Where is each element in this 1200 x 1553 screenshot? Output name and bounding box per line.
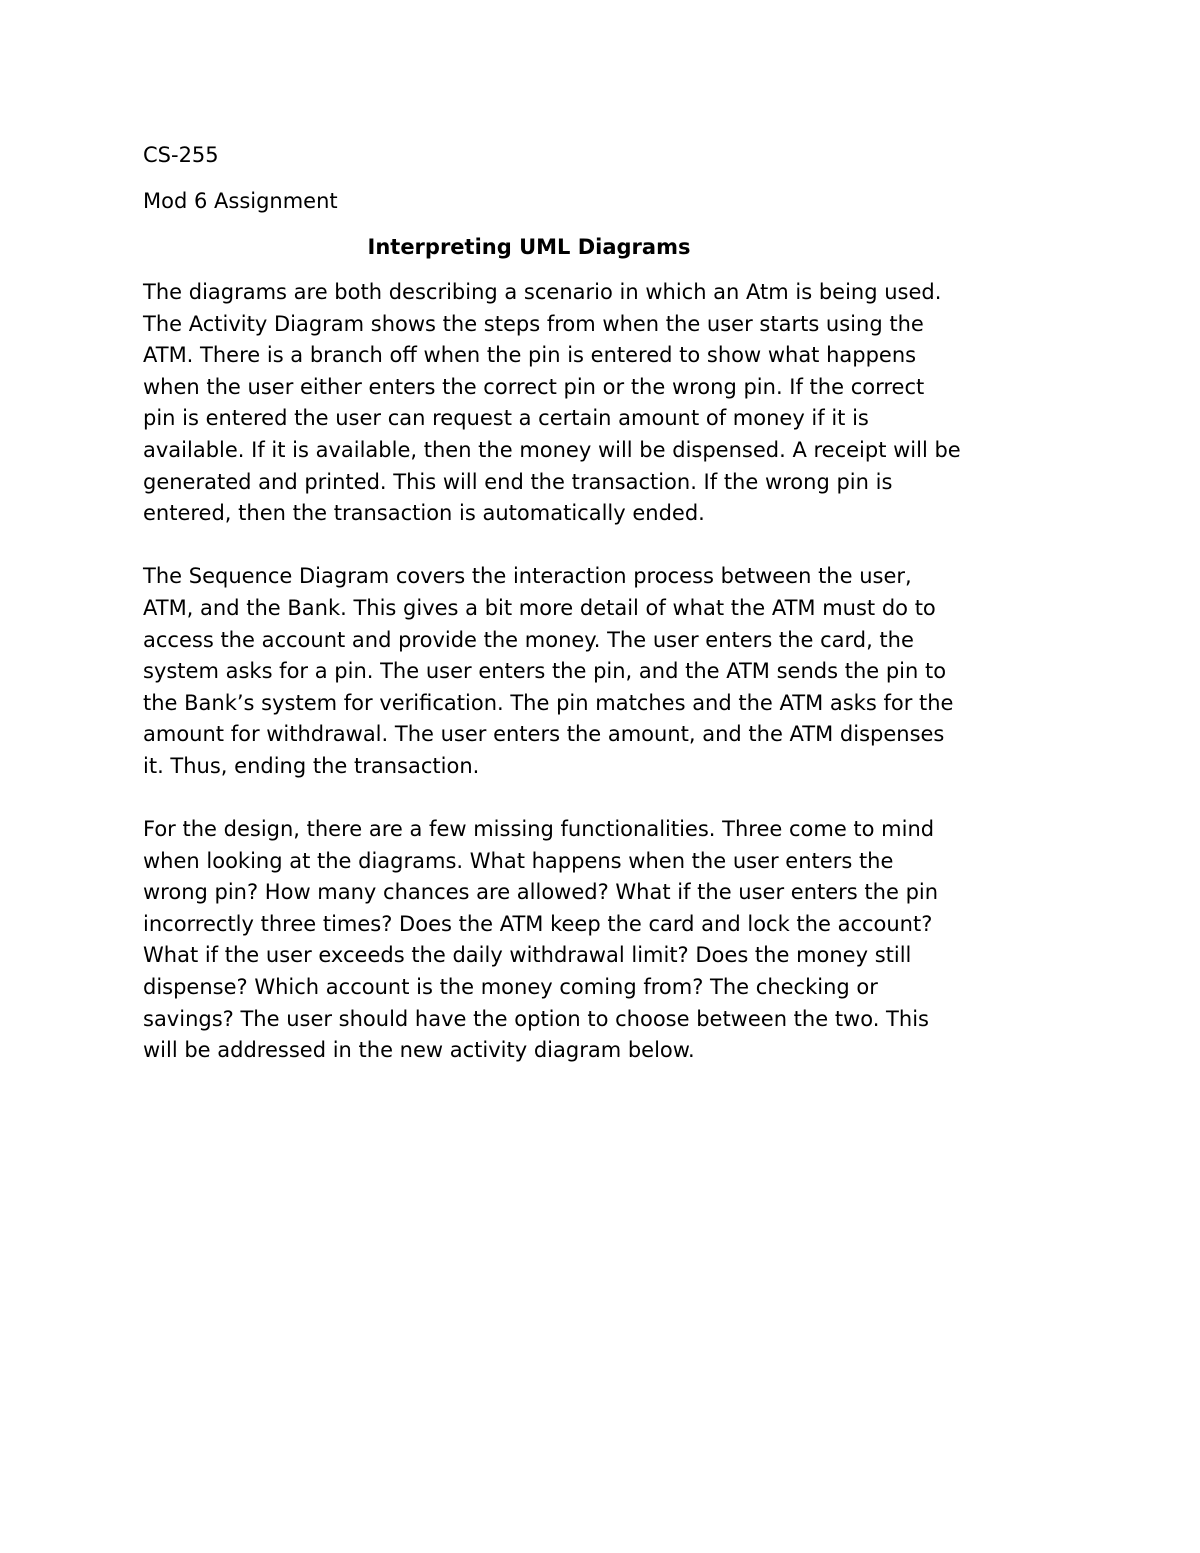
paragraph-line: entered, then the transaction is automatically ended. [143,501,705,526]
paragraph-sequence-diagram [143,561,1063,782]
paragraph-line: wrong pin? How many chances are allowed? What if the user enters the pin [143,880,939,905]
paragraph-line: system asks for a pin. The user enters the pin, and the ATM sends the pin to [143,659,947,684]
document-title: Interpreting UML Diagrams [367,235,691,259]
paragraph-line: For the design, there are a few missing functionalities. Three come to mind [143,817,935,842]
assignment-name: Mod 6 Assignment [143,189,338,213]
paragraph-line: the Bank’s system for verification. The pin matches and the ATM asks for the [143,690,954,715]
paragraph-line: when looking at the diagrams. What happens when the user enters the [143,848,894,873]
paragraph-line: The Activity Diagram shows the steps from when the user starts using the [143,311,924,336]
paragraph-line: dispense? Which account is the money coming from? The checking or [143,975,878,1000]
paragraph-line: ATM. There is a branch off when the pin is entered to show what happens [143,343,917,368]
paragraph-line: generated and printed. This will end the transaction. If the wrong pin is [143,469,893,494]
paragraph-line: The diagrams are both describing a scenario in which an Atm is being used. [143,280,942,304]
paragraph-line: incorrectly three times? Does the ATM keep the card and lock the account? [143,911,933,936]
paragraph-line: access the account and provide the money. The user enters the card, the [143,627,914,652]
paragraph-line: savings? The user should have the option to choose between the two. This [143,1006,929,1031]
paragraph-activity-diagram [143,277,1063,530]
paragraph-line: when the user either enters the correct pin or the wrong pin. If the correct [143,374,925,399]
paragraph-line: pin is entered the user can request a certain amount of money if it is [143,406,869,431]
paragraph-line: amount for withdrawal. The user enters the amount, and the ATM dispenses [143,722,945,747]
document-body [143,139,1063,1067]
paragraph-line: ATM, and the Bank. This gives a bit more detail of what the ATM must do to [143,595,936,620]
paragraph-line: What if the user exceeds the daily withdrawal limit? Does the money still [143,943,912,968]
paragraph-line: it. Thus, ending the transaction. [143,753,480,778]
paragraph-line: available. If it is available, then the money will be dispensed. A receipt will be [143,437,961,462]
course-code: CS-255 [143,143,219,167]
paragraph-missing-functionality [143,814,1063,1067]
paragraph-spacer [143,530,1063,562]
paragraph-line: The Sequence Diagram covers the interaction process between the user, [143,564,912,589]
paragraph-line: will be addressed in the new activity diagram below. [143,1038,695,1063]
paragraph-spacer [143,783,1063,815]
